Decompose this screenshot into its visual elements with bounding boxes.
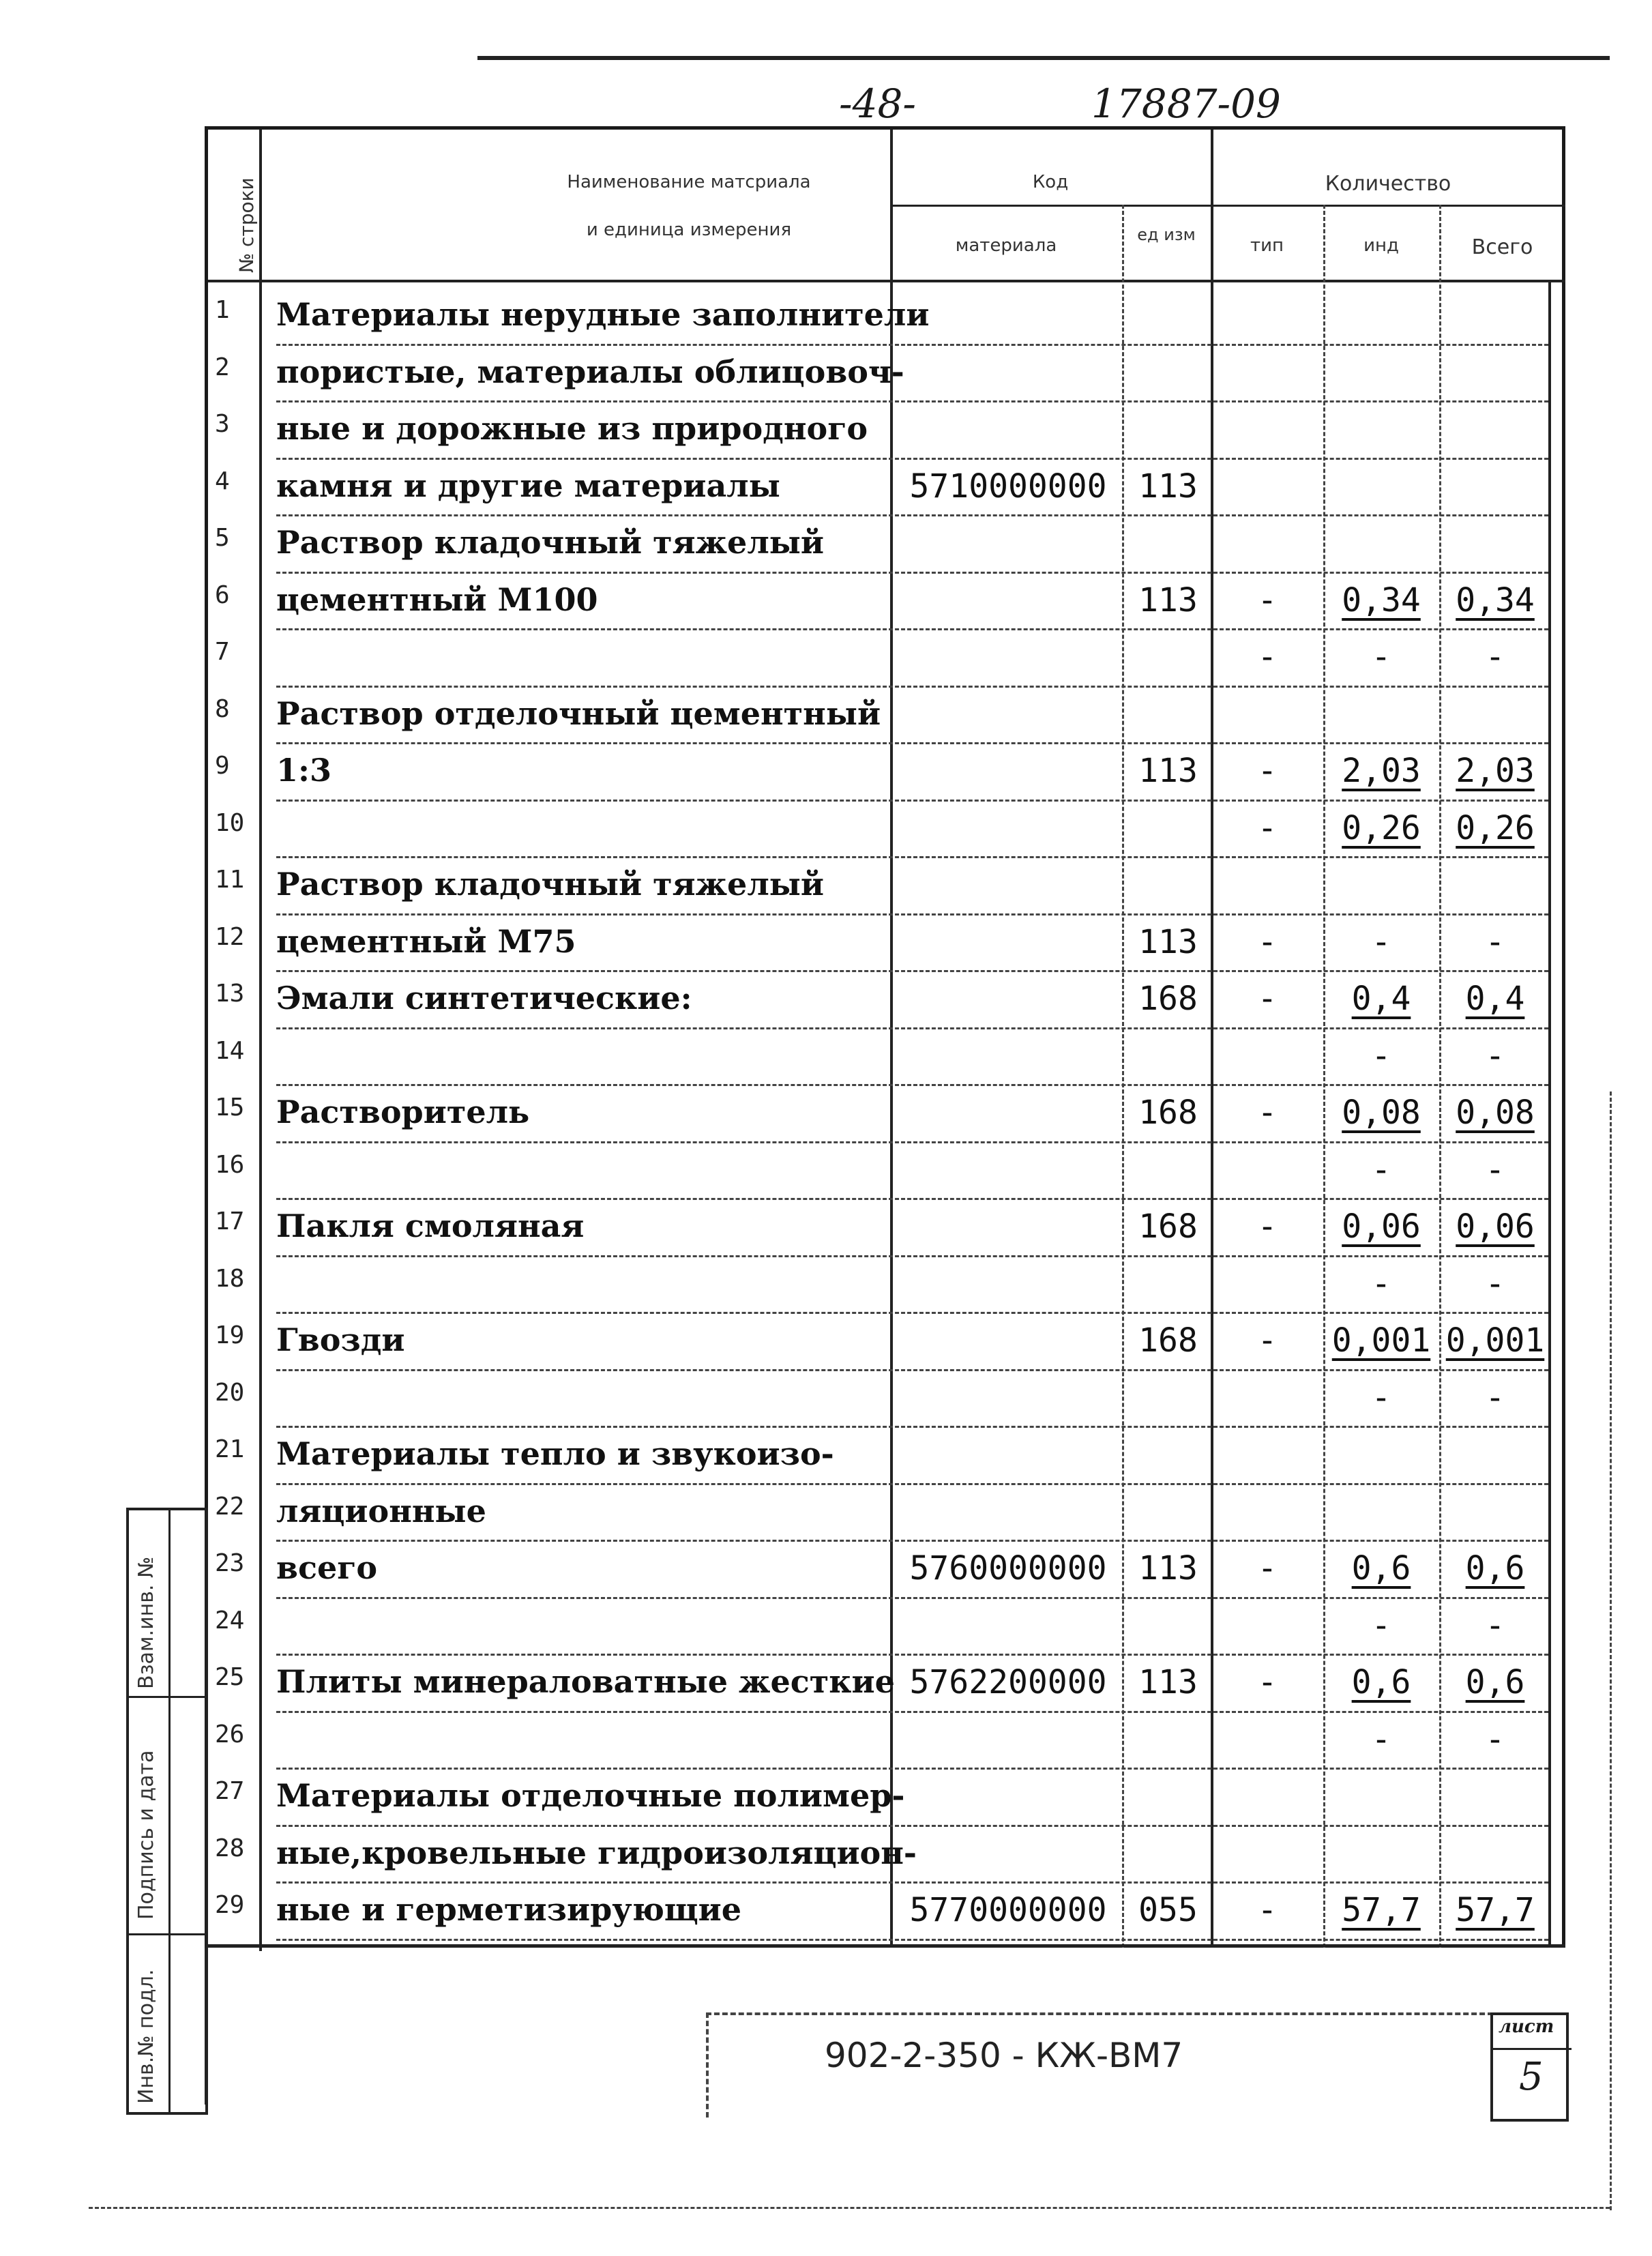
- row-number: 7: [215, 638, 230, 666]
- table-row: [208, 1371, 1565, 1428]
- header-code-material: материала: [955, 235, 1057, 256]
- table-row: [208, 1883, 1565, 1940]
- row-separator: [276, 1939, 1548, 1941]
- row-number: 5: [215, 524, 230, 552]
- row-number: 13: [215, 980, 245, 1008]
- bottom-trim-line: [89, 2207, 1610, 2209]
- table-row: [208, 687, 1565, 744]
- right-trim-line: [1610, 1092, 1612, 2210]
- header-code-group: Код: [1032, 172, 1069, 192]
- unit-code: 168: [1138, 980, 1198, 1018]
- table-row: [208, 858, 1565, 915]
- qty-ind: -: [1371, 1378, 1391, 1417]
- qty-ind: 0,6: [1351, 1549, 1411, 1587]
- table-row: [208, 573, 1565, 630]
- unit-code: 113: [1138, 752, 1198, 790]
- stamp-sign-date: Подпись и дата: [134, 1750, 158, 1920]
- qty-total: -: [1485, 1378, 1505, 1417]
- qty-type: -: [1257, 980, 1278, 1018]
- qty-total: -: [1485, 1150, 1505, 1189]
- qty-type: -: [1257, 638, 1278, 676]
- qty-total: 0,001: [1445, 1321, 1545, 1360]
- qty-type: -: [1257, 1663, 1278, 1701]
- qty-ind: -: [1371, 1150, 1391, 1189]
- table-row: [208, 1826, 1565, 1884]
- row-number: 28: [215, 1834, 245, 1862]
- row-number: 19: [215, 1321, 245, 1349]
- row-number: 22: [215, 1492, 245, 1521]
- material-name: Раствор кладочный тяжелый: [276, 866, 824, 903]
- qty-ind: -: [1371, 1264, 1391, 1303]
- qty-total: 0,6: [1465, 1549, 1525, 1587]
- row-number: 9: [215, 752, 230, 780]
- qty-total: 0,06: [1456, 1207, 1535, 1246]
- qty-type: -: [1257, 752, 1278, 790]
- row-number: 2: [215, 353, 230, 381]
- row-number: 29: [215, 1891, 245, 1919]
- qty-ind: 0,001: [1331, 1321, 1431, 1360]
- row-number: 1: [215, 296, 230, 324]
- header-qty-type: тип: [1250, 235, 1284, 256]
- qty-type: -: [1257, 581, 1278, 619]
- table-row: [208, 1199, 1565, 1257]
- header-code-unit: ед изм: [1137, 225, 1196, 244]
- material-name: цементный М100: [276, 581, 598, 618]
- qty-ind: 0,6: [1351, 1663, 1411, 1701]
- qty-total: 0,4: [1465, 980, 1525, 1018]
- qty-total: 0,26: [1456, 808, 1535, 847]
- qty-ind: -: [1371, 922, 1391, 961]
- table-row: [208, 459, 1565, 516]
- qty-type: -: [1257, 1094, 1278, 1132]
- table-row: [208, 1427, 1565, 1484]
- sheet-number: 5: [1519, 2055, 1544, 2099]
- unit-code: 055: [1138, 1891, 1198, 1929]
- qty-ind: -: [1371, 1720, 1391, 1759]
- row-number: 16: [215, 1150, 245, 1179]
- row-number: 27: [215, 1777, 245, 1805]
- unit-code: 168: [1138, 1321, 1198, 1360]
- header-name-line1: Наименование матсриала: [567, 172, 811, 192]
- qty-ind: 0,34: [1342, 581, 1421, 619]
- row-number: 15: [215, 1094, 245, 1122]
- qty-ind: -: [1371, 638, 1391, 676]
- material-code: 5762200000: [909, 1663, 1107, 1701]
- unit-code: 168: [1138, 1094, 1198, 1132]
- row-number: 6: [215, 581, 230, 609]
- row-number: 21: [215, 1435, 245, 1463]
- qty-total: -: [1485, 638, 1505, 676]
- material-name: ные,кровельные гидроизоляцион-: [276, 1834, 917, 1871]
- qty-ind: 2,03: [1342, 752, 1421, 790]
- material-name: всего: [276, 1549, 378, 1586]
- qty-ind: 0,06: [1342, 1207, 1421, 1246]
- table-row: [208, 345, 1565, 402]
- row-number: 3: [215, 410, 230, 438]
- row-number: 26: [215, 1720, 245, 1748]
- row-number: 24: [215, 1606, 245, 1635]
- table-row: [208, 744, 1565, 801]
- material-name: Материалы отделочные полимер-: [276, 1777, 905, 1814]
- table-row: [208, 1541, 1565, 1598]
- qty-total: 2,03: [1456, 752, 1535, 790]
- qty-total: 57,7: [1456, 1891, 1535, 1929]
- qty-total: 0,08: [1456, 1094, 1535, 1132]
- row-number: 8: [215, 694, 230, 723]
- qty-type: -: [1257, 808, 1278, 847]
- material-table: [205, 126, 1565, 1948]
- table-row: [208, 1484, 1565, 1542]
- material-name: Материалы тепло и звукоизо-: [276, 1435, 834, 1472]
- row-number: 18: [215, 1264, 245, 1293]
- unit-code: 113: [1138, 581, 1198, 619]
- material-code: 5760000000: [909, 1549, 1107, 1587]
- table-row: [208, 1143, 1565, 1200]
- unit-code: 113: [1138, 922, 1198, 961]
- sheet-label: лист: [1499, 2017, 1554, 2037]
- qty-ind: 0,08: [1342, 1094, 1421, 1132]
- stamp-vzam-inv: Взам.инв. №: [134, 1556, 158, 1689]
- table-row: [208, 1029, 1565, 1086]
- table-row: [208, 516, 1565, 573]
- table-row: [208, 630, 1565, 687]
- material-code: 5710000000: [909, 467, 1107, 506]
- row-number: 4: [215, 467, 230, 495]
- document-number: 17887-09: [1091, 80, 1281, 127]
- qty-total: -: [1485, 922, 1505, 961]
- qty-ind: -: [1371, 1606, 1391, 1645]
- material-name: ляционные: [276, 1492, 486, 1529]
- table-row: [208, 402, 1565, 459]
- unit-code: 168: [1138, 1207, 1198, 1246]
- sheet-number-box: [1490, 2012, 1569, 2122]
- table-row: [208, 1085, 1565, 1143]
- row-number: 10: [215, 808, 245, 837]
- material-name: цементный М75: [276, 922, 576, 960]
- material-name: Раствор кладочный тяжелый: [276, 524, 824, 561]
- qty-total: 0,6: [1465, 1663, 1525, 1701]
- top-rule: [477, 56, 1610, 60]
- table-row: [208, 1655, 1565, 1712]
- table-row: [208, 288, 1565, 345]
- qty-type: -: [1257, 1549, 1278, 1587]
- row-number: 14: [215, 1036, 245, 1065]
- row-number: 23: [215, 1549, 245, 1577]
- material-code: 5770000000: [909, 1891, 1107, 1929]
- qty-ind: -: [1371, 1036, 1391, 1075]
- table-row: [208, 1598, 1565, 1656]
- material-name: Плиты минераловатные жесткие: [276, 1663, 895, 1700]
- unit-code: 113: [1138, 467, 1198, 506]
- qty-total: -: [1485, 1264, 1505, 1303]
- material-name: ные и дорожные из природного: [276, 410, 868, 447]
- qty-type: -: [1257, 1321, 1278, 1360]
- material-name: Гвозди: [276, 1321, 405, 1358]
- material-name: камня и другие материалы: [276, 467, 780, 504]
- table-row: [208, 1712, 1565, 1770]
- row-number: 20: [215, 1378, 245, 1407]
- qty-ind: 0,26: [1342, 808, 1421, 847]
- side-stamp: [126, 1508, 208, 2115]
- title-block: [706, 2012, 1493, 2118]
- material-name: ные и герметизирующие: [276, 1891, 742, 1928]
- row-number: 17: [215, 1207, 245, 1235]
- row-number: 25: [215, 1663, 245, 1691]
- table-row: [208, 1313, 1565, 1371]
- qty-type: -: [1257, 1207, 1278, 1246]
- material-name: 1:3: [276, 752, 331, 789]
- table-row: [208, 915, 1565, 972]
- qty-type: -: [1257, 922, 1278, 961]
- header-row-number: № строки: [235, 177, 258, 273]
- qty-total: 0,34: [1456, 581, 1535, 619]
- table-row: [208, 971, 1565, 1029]
- material-name: Материалы нерудные заполнители: [276, 296, 930, 333]
- material-name: Пакля смоляная: [276, 1207, 585, 1244]
- row-number: 11: [215, 866, 245, 894]
- table-row: [208, 801, 1565, 858]
- qty-total: -: [1485, 1606, 1505, 1645]
- table-row: [208, 1769, 1565, 1826]
- stamp-inv-orig: Инв.№ подл.: [134, 1969, 158, 2104]
- header-qty-ind: инд: [1363, 235, 1399, 256]
- unit-code: 113: [1138, 1549, 1198, 1587]
- material-name: Растворитель: [276, 1094, 530, 1130]
- designation: 902-2-350 - КЖ-ВМ7: [825, 2036, 1183, 2075]
- material-name: Раствор отделочный цементный: [276, 694, 881, 732]
- row-number: 12: [215, 922, 245, 951]
- qty-total: -: [1485, 1036, 1505, 1075]
- material-name: Эмали синтетические:: [276, 980, 692, 1016]
- qty-ind: 57,7: [1342, 1891, 1421, 1929]
- header-name-line2: и единица измерения: [586, 220, 792, 240]
- page-number: -48-: [839, 80, 916, 127]
- material-name: пористые, материалы облицовоч-: [276, 353, 904, 390]
- qty-ind: 0,4: [1351, 980, 1411, 1018]
- unit-code: 113: [1138, 1663, 1198, 1701]
- header-qty-group: Количество: [1325, 172, 1451, 196]
- qty-total: -: [1485, 1720, 1505, 1759]
- qty-type: -: [1257, 1891, 1278, 1929]
- table-row: [208, 1257, 1565, 1314]
- header-qty-total: Всего: [1471, 235, 1533, 259]
